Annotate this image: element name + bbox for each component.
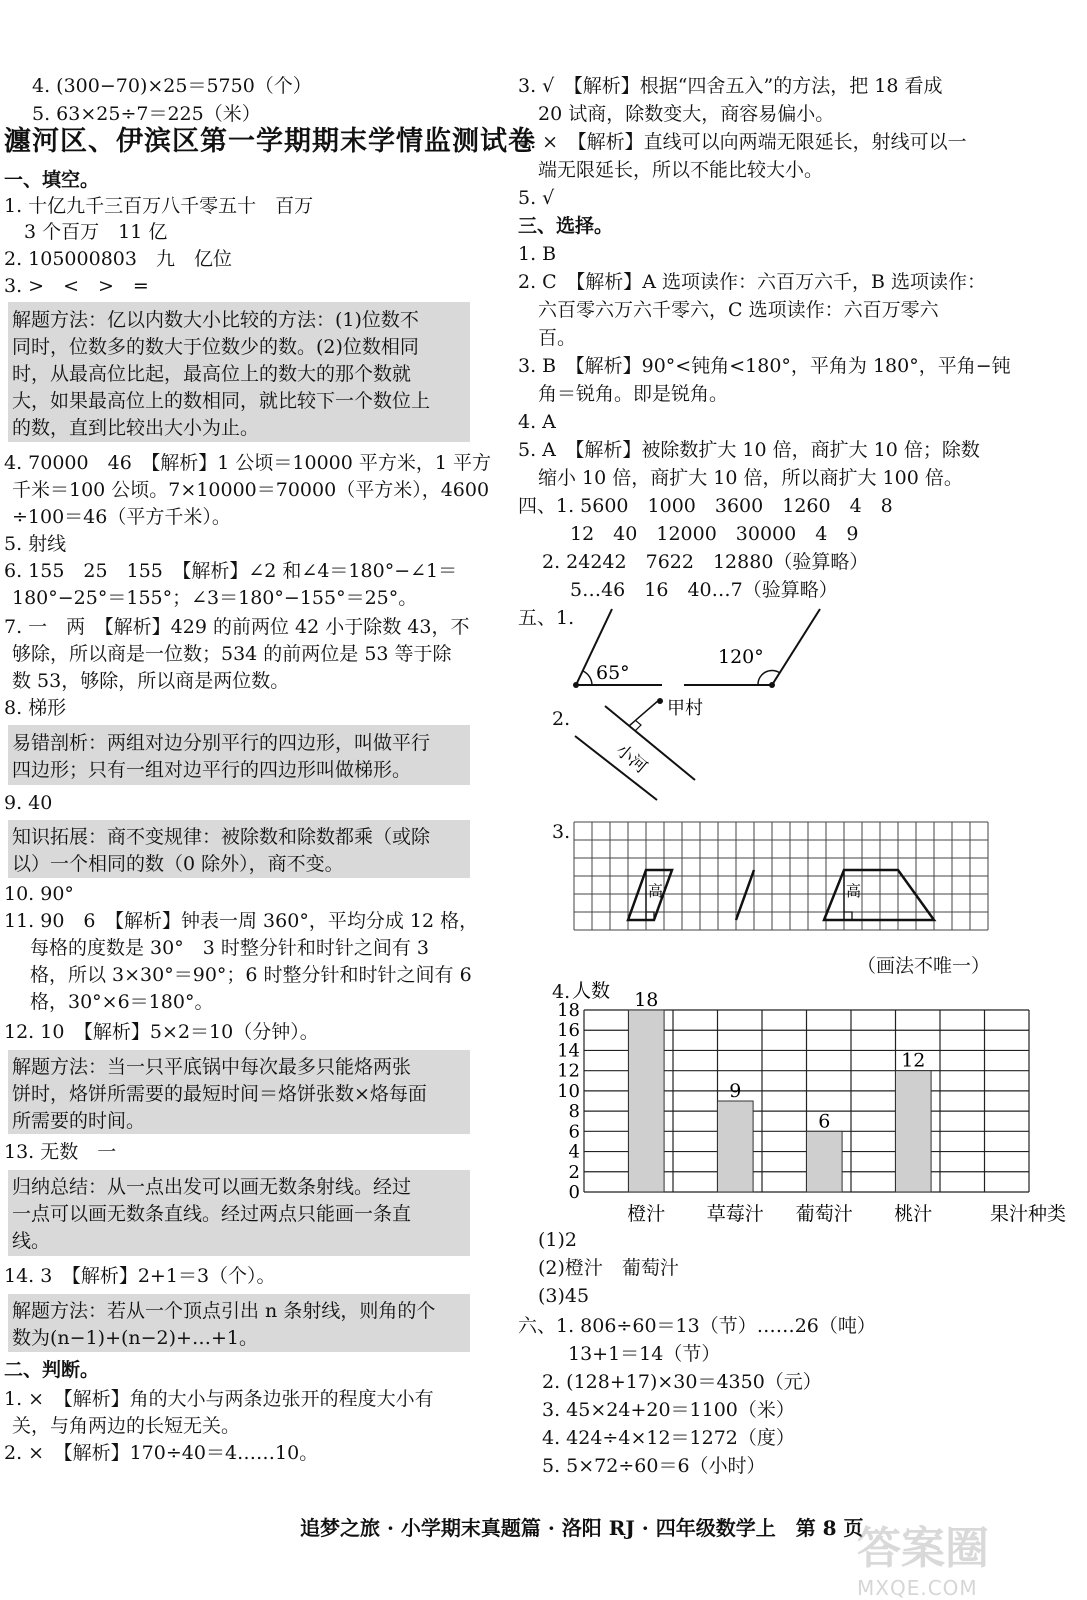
answer-line: 5. 射线 — [4, 533, 67, 555]
watermark-url: MXQE.COM — [857, 1576, 978, 1600]
right-angle-mark — [635, 720, 641, 731]
method-text: 解题方法：若从一个顶点引出 n 条射线，则角的个 — [12, 1300, 436, 1322]
answer-line: 六、1. 806÷60＝13（节）……26（吨） — [518, 1315, 876, 1337]
answer-line: 2. 24242 7622 12880（验算略） — [542, 551, 869, 573]
river-label: 小河 — [611, 740, 651, 778]
answer-line: 3. √ 【解析】根据“四舍五入”的方法，把 18 看成 — [518, 75, 943, 97]
section-heading: 一、填空。 — [4, 169, 100, 191]
chart-grid — [557, 1000, 1029, 1203]
answer-line: 关，与角两边的长短无关。 — [12, 1415, 241, 1437]
bar-value-label: 18 — [634, 989, 659, 1011]
answer-line: 5. √ — [518, 187, 555, 209]
answer-line: 3. B 【解析】90°<钝角<180°，平角为 180°，平角−钝 — [518, 355, 1011, 377]
answer-line: 2. 105000803 九 亿位 — [4, 248, 232, 270]
answer-line: (2)橙汁 葡萄汁 — [538, 1257, 679, 1279]
y-axis-label: 人数 — [572, 980, 611, 1002]
watermark-logo: 答案圈 — [857, 1523, 989, 1574]
bar-chart — [542, 975, 1067, 1230]
answer-line: 格，所以 3×30°＝90°；6 时整分针和时针之间有 6 — [30, 964, 472, 986]
answer-line: 9. 40 — [4, 792, 53, 814]
x-axis-label: 果汁种类 — [990, 1203, 1067, 1225]
answer-line: 5…46 16 40…7（验算略） — [570, 579, 838, 601]
method-text: 时，从最高位比起，最高位上的数大的那个数就 — [12, 363, 412, 385]
answer-line: 5. 5×72÷60＝6（小时） — [542, 1455, 766, 1477]
answer-line: 2. (128+17)×30＝4350（元） — [542, 1371, 822, 1393]
answer-line: 4. × 【解析】直线可以向两端无限延长，射线可以一 — [518, 131, 967, 153]
bar — [896, 1071, 932, 1192]
answer-line: 3. > < > = — [4, 275, 149, 297]
x-tick-label: 葡萄汁 — [795, 1203, 853, 1225]
knowledge-text: 以）一个相同的数（0 除外），商不变。 — [12, 853, 344, 875]
page-footer: 追梦之旅 · 小学期末真题篇 · 洛阳 RJ · 四年级数学上 第 8 页 — [300, 1516, 864, 1540]
bar-value-label: 6 — [818, 1110, 831, 1133]
answer-line: 千米＝100 公顷。7×10000＝70000（平方米），4600 — [12, 479, 490, 501]
village-label: 甲村 — [667, 698, 703, 719]
answer-line: 14. 3 【解析】2+1＝3（个）。 — [4, 1265, 276, 1287]
y-tick-label: 0 — [568, 1182, 580, 1203]
angle-arc — [583, 671, 592, 685]
summary-text: 一点可以画无数条直线。经过两点只能画一条直 — [12, 1203, 412, 1225]
y-tick-label: 18 — [557, 1000, 580, 1021]
bar-value-label: 9 — [729, 1080, 742, 1102]
answer-line: 数 53，够除，所以商是两位数。 — [12, 670, 290, 692]
bar-value-label: 12 — [901, 1049, 926, 1072]
y-tick-label: 14 — [557, 1040, 580, 1062]
method-text: 的数，直到比较出大小为止。 — [12, 417, 260, 439]
answer-line: 20 试商，除数变大，商容易偏小。 — [538, 103, 835, 125]
method-text: 大，如果最高位上的数相同，就比较下一个数位上 — [12, 390, 431, 412]
answer-line: 2. × 【解析】170÷40＝4……10。 — [4, 1442, 319, 1464]
angle-ray — [772, 609, 820, 685]
answer-line: 4. (300−70)×25＝5750（个） — [32, 75, 312, 97]
method-text: 解题方法：亿以内数大小比较的方法：(1)位数不 — [12, 309, 419, 331]
watermark — [857, 1512, 1067, 1600]
answer-line: 6. 155 25 155 【解析】∠2 和∠4＝180°−∠1＝ — [4, 560, 458, 582]
answer-line: 3 个百万 11 亿 — [24, 221, 168, 243]
answer-line: 3. 45×24+20＝1100（米） — [542, 1399, 795, 1421]
answer-line: 四、1. 5600 1000 3600 1260 4 8 — [518, 495, 893, 517]
answer-line: 5. 63×25÷7＝225（米） — [32, 103, 261, 125]
section-title: 瀍河区、伊滨区第一学期期末学情监测试卷 — [4, 126, 536, 157]
y-tick-label: 8 — [568, 1101, 580, 1123]
answer-line: 7. 一 两 【解析】429 的前两位 42 小于除数 43，不 — [4, 616, 470, 638]
method-text: 解题方法：当一只平底锅中每次最多只能烙两张 — [12, 1056, 412, 1078]
height-label: 高 — [846, 882, 862, 900]
answer-line: 1. 十亿九千三百万八千零五十 百万 — [4, 195, 314, 217]
village-point — [657, 698, 663, 704]
bar — [629, 1010, 665, 1192]
method-text: 同时，位数多的数大于位数少的数。(2)位数相同 — [12, 336, 419, 358]
method-text: 所需要的时间。 — [12, 1110, 146, 1132]
method-text: 数为(n−1)+(n−2)+…+1。 — [12, 1327, 258, 1349]
section-heading: 二、判断。 — [4, 1359, 100, 1381]
note-text: （画法不唯一） — [857, 955, 991, 977]
method-text: 饼时，烙饼所需要的最短时间＝烙饼张数×烙每面 — [12, 1083, 427, 1105]
angle-label: 120° — [718, 646, 764, 668]
perpendicular-line — [629, 700, 659, 726]
answer-line: 1. B — [518, 243, 557, 265]
angle-drawings — [562, 605, 822, 695]
x-tick-label: 橙汁 — [627, 1203, 666, 1225]
y-tick-label: 2 — [568, 1161, 580, 1183]
answer-line: 4. — [552, 981, 571, 1003]
answer-line: 13+1＝14（节） — [568, 1343, 721, 1365]
answer-line: 角＝锐角。即是锐角。 — [538, 383, 729, 405]
answer-line: (3)45 — [538, 1285, 590, 1307]
answer-line: 百。 — [538, 327, 577, 349]
section-heading: 五、1. — [518, 607, 575, 629]
angle-vertex — [769, 682, 775, 688]
answer-line: 六百零六万六千零六，C 选项读作：六百万零六 — [538, 299, 939, 321]
answer-line: 12 40 12000 30000 4 9 — [570, 523, 859, 545]
river-diagram — [567, 700, 747, 810]
answer-line: 4. 70000 46 【解析】1 公顷＝10000 平方米，1 平方 — [4, 452, 492, 474]
answer-line: 8. 梯形 — [4, 697, 67, 719]
y-tick-label: 4 — [568, 1141, 580, 1163]
answer-line: 每格的度数是 30° 3 时整分针和时针之间有 3 — [30, 937, 429, 959]
error-text: 四边形；只有一组对边平行的四边形叫做梯形。 — [12, 759, 412, 781]
error-text: 易错剖析：两组对边分别平行的四边形，叫做平行 — [12, 732, 431, 754]
answer-line: 180°−25°＝155°；∠3＝180°−155°＝25°。 — [12, 587, 418, 609]
y-tick-label: 6 — [568, 1121, 580, 1143]
y-tick-label: 10 — [557, 1080, 580, 1102]
answer-line: 2. C 【解析】A 选项读作：六百万六千，B 选项读作： — [518, 271, 986, 293]
answer-line: 2. — [552, 708, 571, 730]
answer-line: (1)2 — [538, 1229, 578, 1251]
angle-vertex — [573, 682, 579, 688]
y-tick-label: 16 — [557, 1020, 580, 1042]
answer-line: 格，30°×6＝180°。 — [30, 991, 214, 1013]
answer-line: 12. 10 【解析】5×2＝10（分钟）。 — [4, 1021, 319, 1043]
answer-line: 够除，所以商是一位数；534 的前两位是 53 等于除 — [12, 643, 452, 665]
height-label: 高 — [648, 882, 664, 900]
knowledge-text: 知识拓展：商不变规律：被除数和除数都乘（或除 — [12, 826, 431, 848]
answer-line: 4. A — [518, 411, 556, 433]
grid-lines — [574, 822, 988, 930]
summary-text: 线。 — [12, 1230, 51, 1252]
answer-line: 缩小 10 倍，商扩大 10 倍，所以商扩大 100 倍。 — [538, 467, 963, 489]
answer-line: 端无限延长，所以不能比较大小。 — [538, 159, 824, 181]
answer-line: ÷100＝46（平方千米）。 — [12, 506, 231, 528]
angle-label: 65° — [596, 662, 630, 684]
bar — [718, 1101, 754, 1192]
bar — [807, 1131, 843, 1192]
summary-text: 归纳总结：从一点出发可以画无数条射线。经过 — [12, 1176, 412, 1198]
y-tick-label: 12 — [557, 1060, 580, 1082]
grid-drawing — [572, 820, 1004, 945]
answer-line: 13. 无数 一 — [4, 1141, 117, 1163]
section-heading: 三、选择。 — [518, 215, 614, 237]
answer-line: 3. — [552, 821, 571, 843]
answer-line: 5. A 【解析】被除数扩大 10 倍，商扩大 10 倍；除数 — [518, 439, 980, 461]
x-tick-label: 草莓汁 — [706, 1203, 764, 1225]
x-tick-label: 桃汁 — [894, 1203, 933, 1225]
answer-line: 10. 90° — [4, 883, 74, 905]
answer-line: 11. 90 6 【解析】钟表一周 360°，平均分成 12 格， — [4, 910, 479, 932]
answer-line: 4. 424÷4×12＝1272（度） — [542, 1427, 795, 1449]
answer-line: 1. × 【解析】角的大小与两条边张开的程度大小有 — [4, 1388, 434, 1410]
